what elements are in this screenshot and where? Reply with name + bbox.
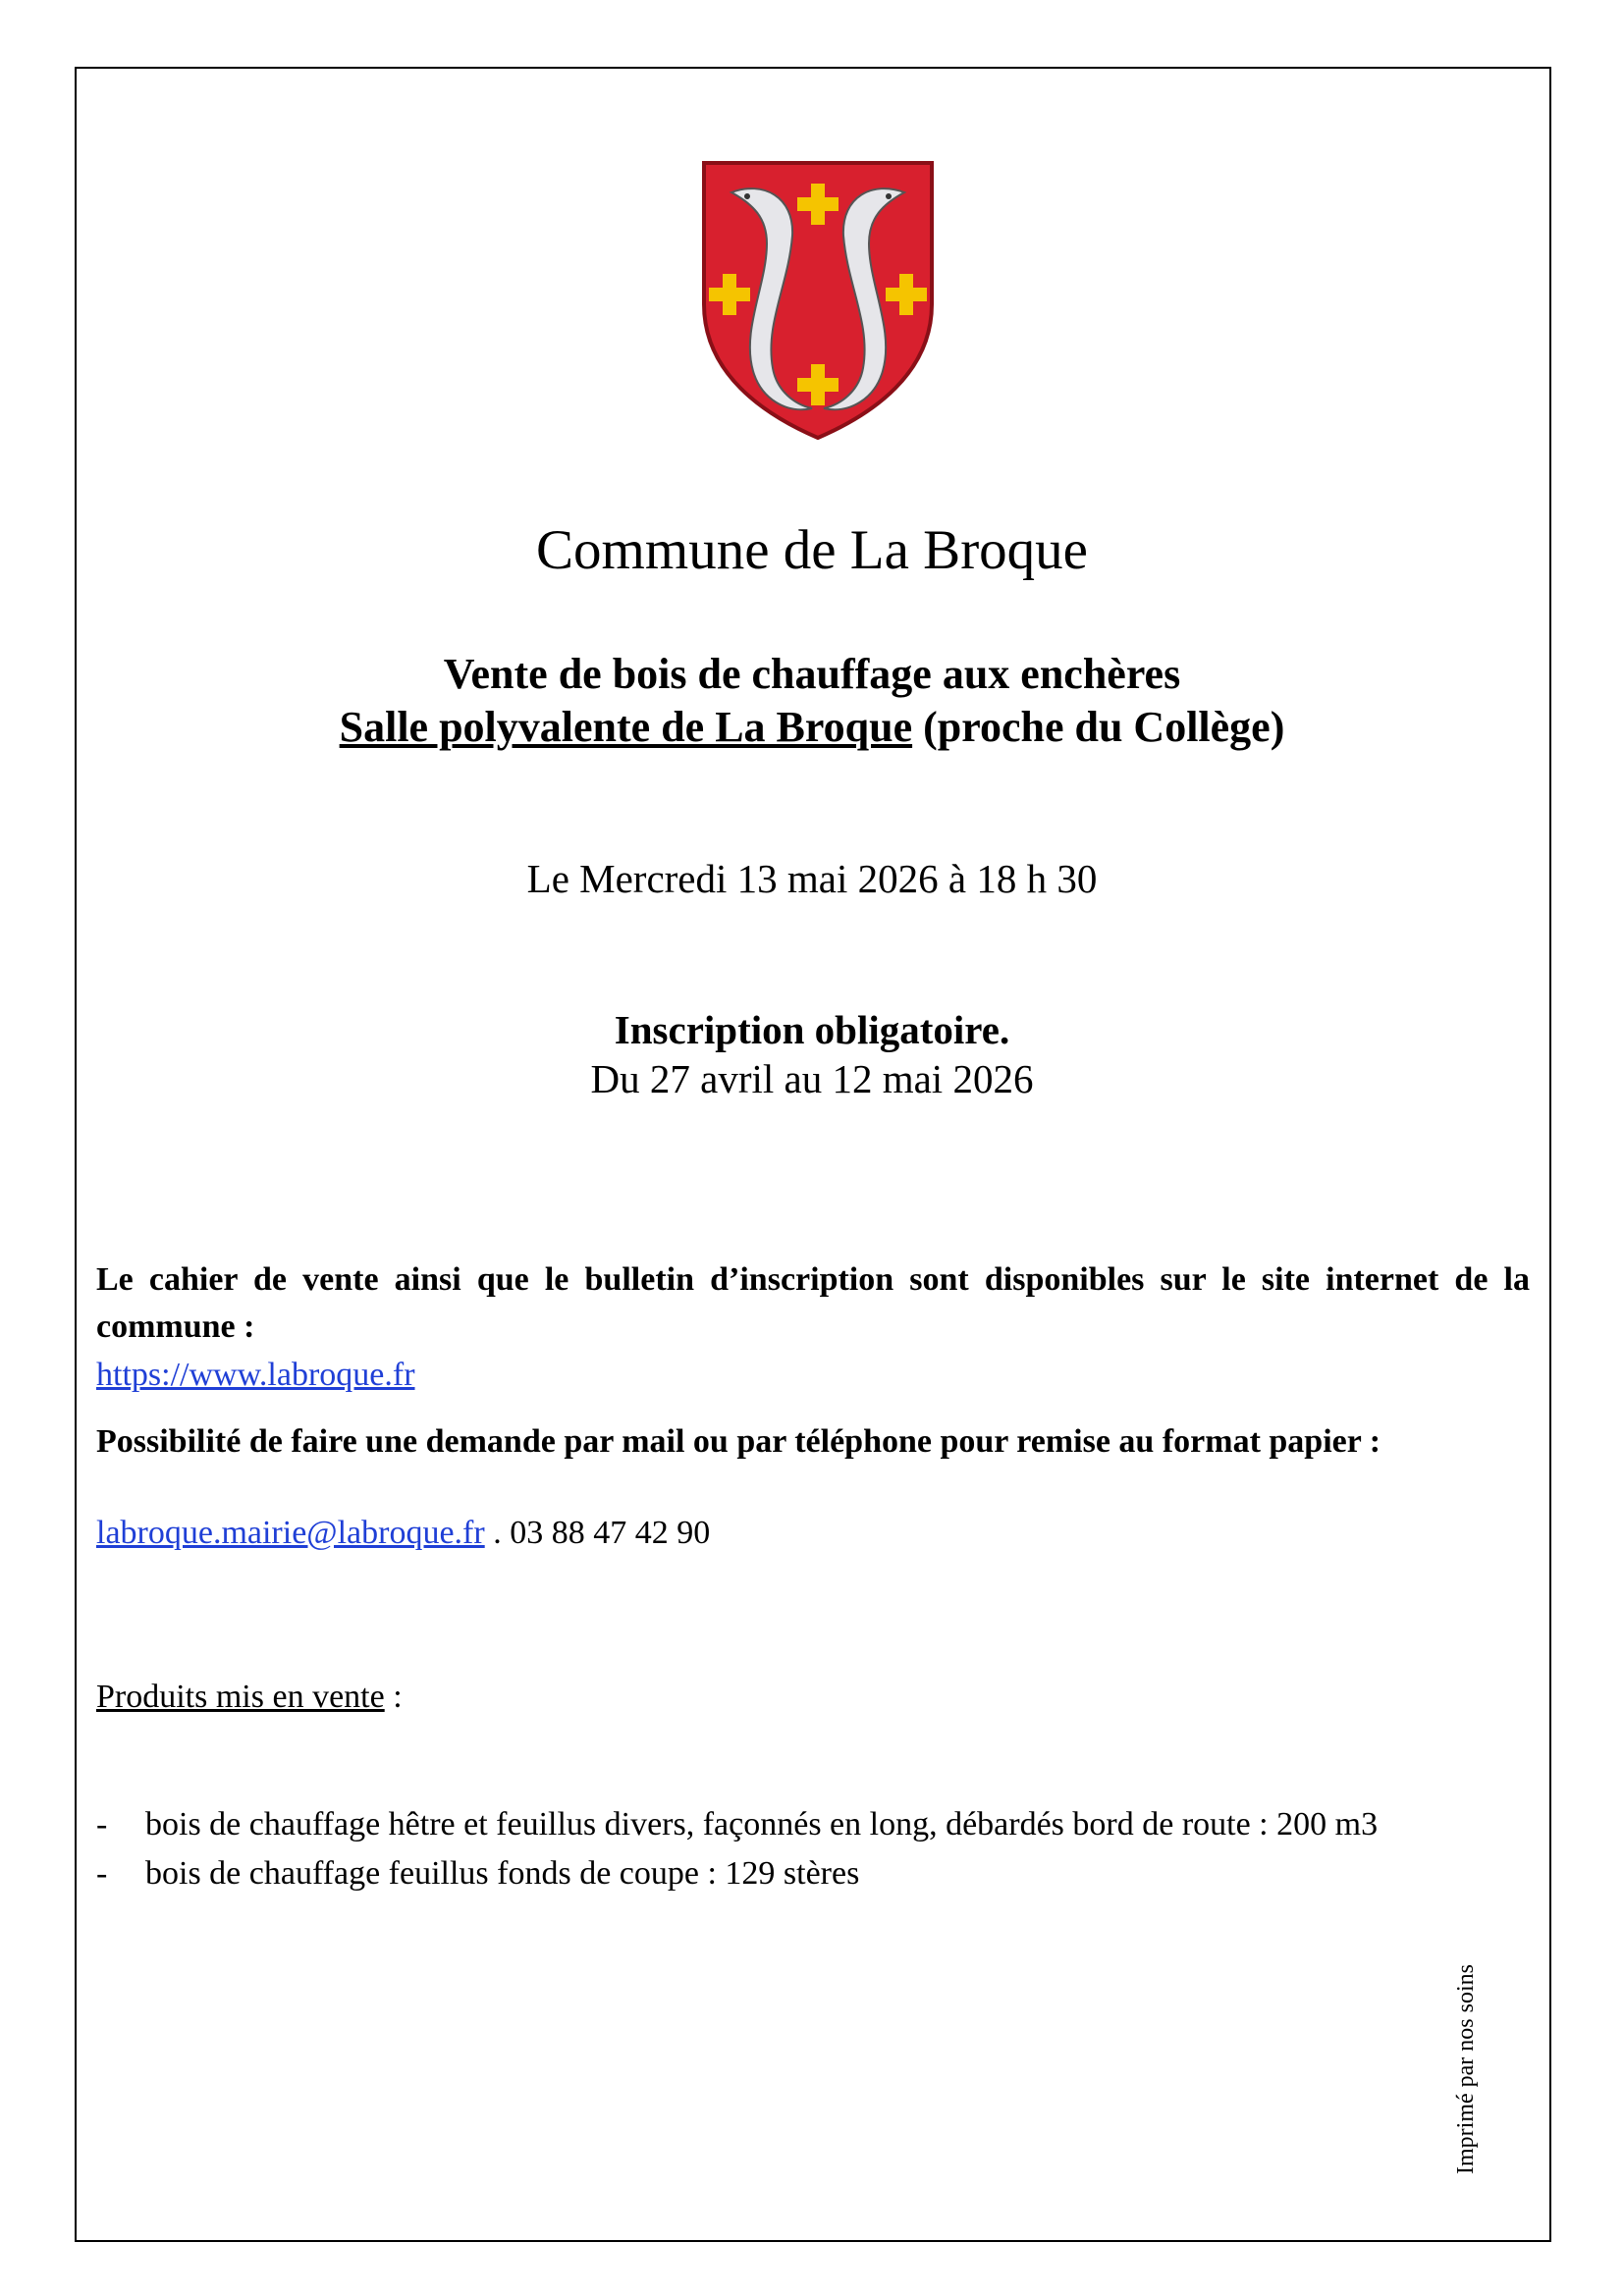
sale-date: Le Mercredi 13 mai 2026 à 18 h 30 [526,856,1098,901]
dash-bullet: - [96,1806,108,1842]
phone-number: . 03 88 47 42 90 [484,1515,711,1551]
imprime-note: Imprimé par nos soins [1453,1964,1479,2174]
contact-line [96,1510,1530,1557]
commune-title: Commune de La Broque [536,519,1088,581]
inscription-dates: Du 27 avril au 12 mai 2026 [590,1056,1034,1101]
email-link[interactable]: labroque.mairie@labroque.fr [96,1515,485,1551]
dash-bullet: - [96,1855,108,1892]
website-line [96,1352,1530,1399]
list-item [96,1806,1532,1843]
website-link[interactable]: https://www.labroque.fr [96,1357,415,1393]
sale-venue-line [0,701,1624,754]
cahier-text: Le cahier de vente ainsi que le bulletin d’inscription sont disponibles sur le site internet de la commune : [96,1261,1530,1345]
coat-of-arms-icon [696,157,940,442]
products-heading-suffix: : [384,1679,403,1715]
products-heading-line [96,1674,1530,1721]
products-list [96,1806,1532,1904]
product-text: bois de chauffage feuillus fonds de coupe : 129 stères [145,1855,860,1892]
sale-heading [0,648,1624,754]
product-text: bois de chauffage hêtre et feuillus divers, façonnés en long, débardés bord de route : 200 m3 [145,1806,1379,1842]
inscription-title: Inscription obligatoire. [614,1007,1010,1052]
sale-venue-note: (proche du Collège) [912,703,1285,751]
list-item [96,1855,1532,1893]
products-heading: Produits mis en vente [96,1679,385,1715]
possibilite-text: Possibilité de faire une demande par mail ou par téléphone pour remise au format papier : [96,1423,1381,1460]
sale-venue: Salle polyvalente de La Broque [339,703,913,751]
sale-title: Vente de bois de chauffage aux enchères [443,650,1181,698]
